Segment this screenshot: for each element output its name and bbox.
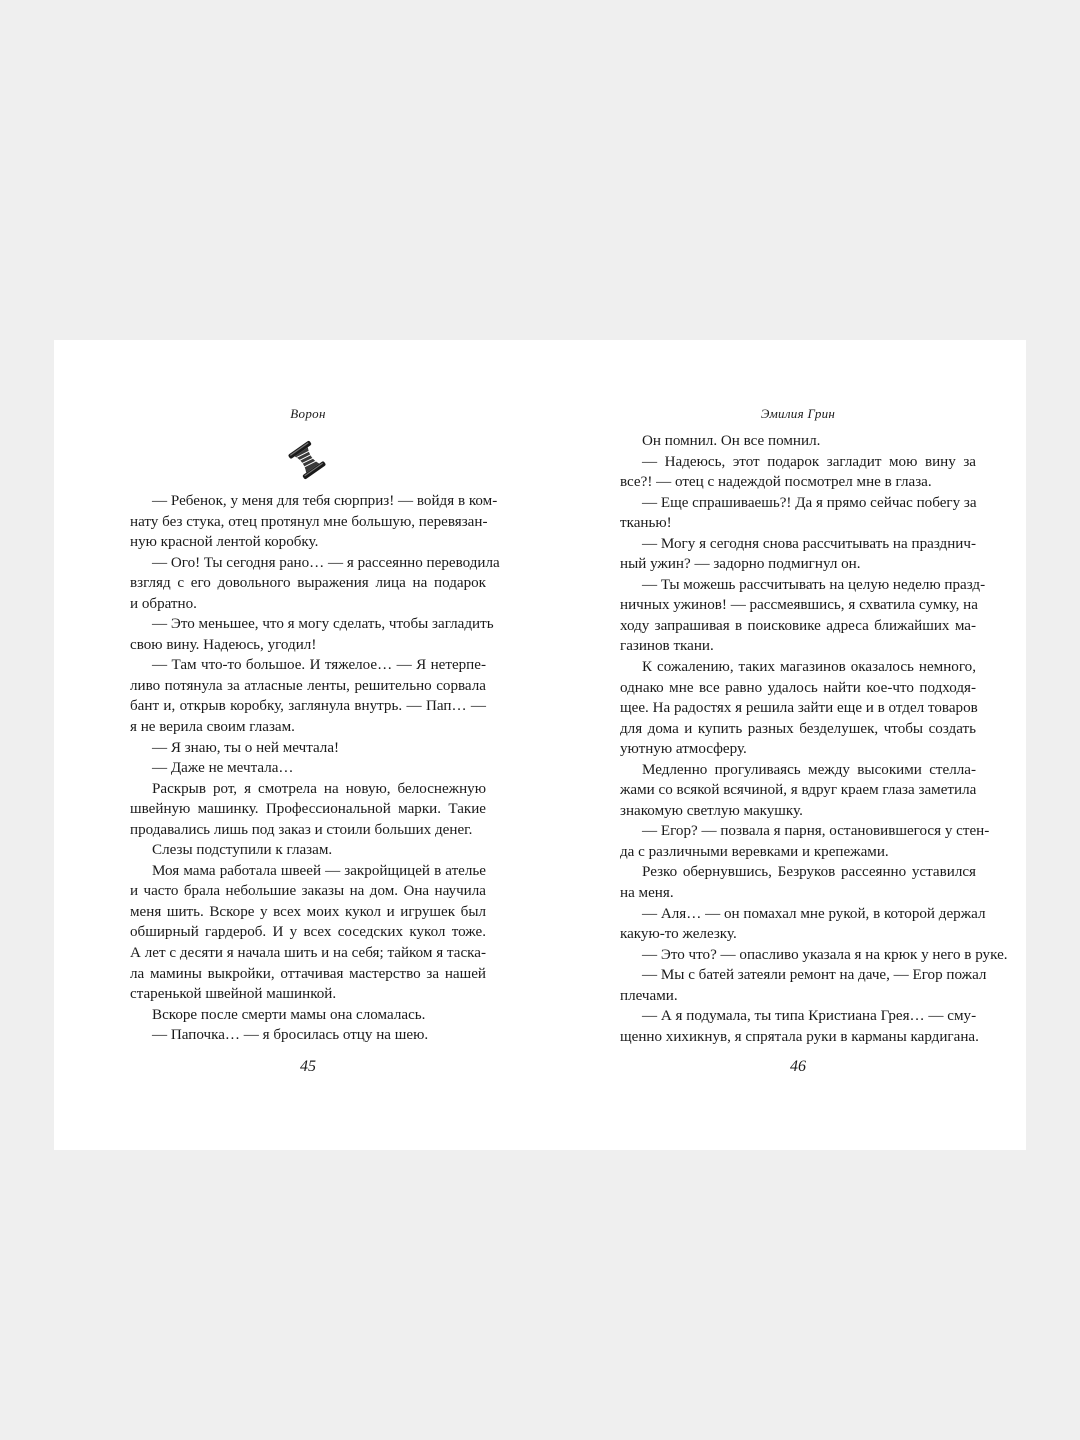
left-page-text xyxy=(130,491,500,1046)
page-number: 46 xyxy=(790,1058,806,1075)
right-page-text xyxy=(620,431,1008,1047)
text-line: я не верила своим глазам. xyxy=(130,719,295,736)
text-line: — Я знаю, ты о ней мечтала! xyxy=(152,739,340,756)
text-line: — Даже не мечтала… xyxy=(152,760,294,777)
text-line: швейную машинку. Профессиональной марки. Такие xyxy=(130,801,486,818)
left-page xyxy=(130,340,500,1150)
text-line: — А я подумала, ты типа Кристиана Грея… — сму- xyxy=(642,1008,977,1025)
text-line: — Папочка… — я бросилась отцу на шею. xyxy=(152,1027,429,1044)
text-line: знакомую светлую макушку. xyxy=(620,802,803,819)
book-spread xyxy=(54,340,1026,1150)
right-page xyxy=(620,340,1008,1150)
text-line: ливо потянула за атласные ленты, решительно сорвала xyxy=(130,677,486,694)
text-line: и часто брала небольшие заказы на дом. Она научила xyxy=(130,883,486,900)
thread-spool-icon xyxy=(287,440,327,480)
text-line: — Надеюсь, этот подарок загладит мою вину за xyxy=(642,453,976,470)
text-line: ную красной лентой коробку. xyxy=(130,534,319,551)
text-line: ный ужин? — задорно подмигнул он. xyxy=(620,556,861,573)
text-line: какую-то железку. xyxy=(620,926,737,943)
text-line: Резко обернувшись, Безруков рассеянно уставился xyxy=(642,864,976,881)
text-line: нату без стука, отец протянул мне большую, перевязан- xyxy=(130,513,488,530)
text-line: Он помнил. Он все помнил. xyxy=(642,433,821,449)
text-line: бант и, открыв коробку, заглянула внутрь. — Пап… — xyxy=(130,698,486,715)
text-line: свою вину. Надеюсь, угодил! xyxy=(130,636,317,653)
text-line: газинов ткани. xyxy=(620,638,714,655)
text-line: щее. На радостях я решила зайти еще и в отдел товаров xyxy=(620,700,978,717)
text-line: уютную атмосферу. xyxy=(620,741,747,758)
text-line: меня шить. Вскоре у всех моих кукол и игрушек был xyxy=(130,903,486,920)
text-line: Вскоре после смерти мамы она сломалась. xyxy=(152,1006,426,1023)
text-line: Медленно прогуливаясь между высокими стелла- xyxy=(642,761,976,778)
text-line: — Могу я сегодня снова рассчитывать на празднич- xyxy=(642,535,976,552)
text-line: Слезы подступили к глазам. xyxy=(152,842,333,859)
text-line: однако мне все равно удалось найти кое-что подходя- xyxy=(620,679,976,696)
text-line: Раскрыв рот, я смотрела на новую, белоснежную xyxy=(152,780,486,797)
text-line: — Ого! Ты сегодня рано… — я рассеянно переводила xyxy=(152,554,500,571)
text-line: А лет с десяти я начала шить и на себя; тайком я таска- xyxy=(130,945,486,962)
text-line: тканью! xyxy=(620,515,672,532)
text-line: ничных ужинов! — рассмеявшись, я схватила сумку, на xyxy=(620,597,978,614)
page-number: 45 xyxy=(300,1058,316,1075)
text-line: Моя мама работала швеей — закройщицей в ателье xyxy=(152,862,486,879)
text-line: на меня. xyxy=(620,885,674,902)
text-line: обширный гардероб. И у всех соседских кукол тоже. xyxy=(130,924,486,941)
text-line: К сожалению, таких магазинов оказалось немного, xyxy=(642,659,976,676)
text-line: — Там что-то большое. И тяжелое… — Я нетерпе- xyxy=(152,657,486,674)
text-line: все?! — отец с надеждой посмотрел мне в глаза. xyxy=(620,474,932,491)
text-line: жами со всякой всячиной, я вдруг краем глаза заметила xyxy=(620,782,977,799)
text-line: ла мамины выкройки, оттачивая мастерство за нашей xyxy=(130,965,486,982)
text-line: ходу запрашивая в поисковике адреса ближайших ма- xyxy=(620,617,976,634)
text-line: — Еще спрашиваешь?! Да я прямо сейчас побегу за xyxy=(642,494,977,511)
text-line: плечами. xyxy=(620,987,678,1004)
text-line: да с различными веревками и крепежами. xyxy=(620,843,889,860)
text-line: и обратно. xyxy=(130,595,197,612)
text-line: продавались лишь под заказ и стоили больших денег. xyxy=(130,821,473,838)
running-head: Ворон xyxy=(290,406,326,421)
text-line: старенькой швейной машинкой. xyxy=(130,986,337,1003)
text-line: — Это что? — опасливо указала я на крюк у него в руке. xyxy=(642,946,1008,963)
text-line: — Егор? — позвала я парня, остановившегося у стен- xyxy=(642,823,990,840)
text-line: — Ребенок, у меня для тебя сюрприз! — войдя в ком- xyxy=(152,493,498,509)
text-line: щенно хихикнув, я спрятала руки в карманы кардигана. xyxy=(620,1028,979,1045)
text-line: для дома и купить разных безделушек, чтобы создать xyxy=(620,720,976,737)
text-line: — Это меньшее, что я могу сделать, чтобы загладить xyxy=(152,616,494,633)
running-head: Эмилия Грин xyxy=(760,406,836,421)
text-line: — Ты можешь рассчитывать на целую неделю празд- xyxy=(642,576,986,593)
text-line: взгляд с его довольного выражения лица на подарок xyxy=(130,575,486,592)
text-line: — Мы с батей затеяли ремонт на даче, — Егор пожал xyxy=(642,967,987,984)
text-line: — Аля… — он помахал мне рукой, в которой держал xyxy=(642,905,986,922)
